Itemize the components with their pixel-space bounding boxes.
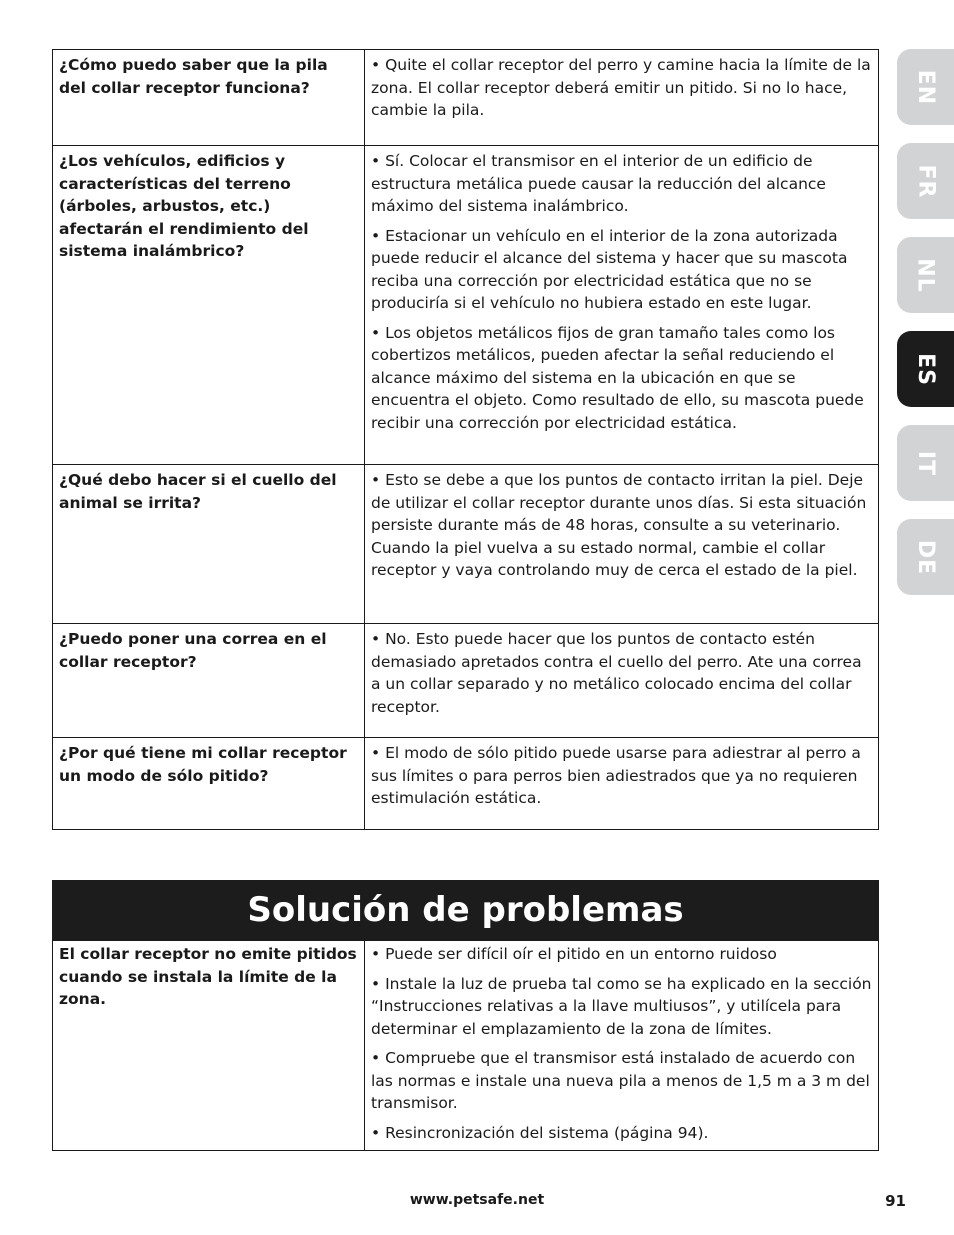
question-cell: ¿Los vehículos, edificios y características del terreno (árboles, arbustos, etc.) afectarán el rendimiento del sistema inalámbrico? — [53, 146, 365, 465]
answer-text: • Quite el collar receptor del perro y camine hacia la límite de la zona. El collar receptor deberá emitir un pitido. Si no lo hace, cambie la pila. — [371, 56, 871, 119]
table-row — [53, 50, 879, 146]
question-cell: ¿Por qué tiene mi collar receptor un modo de sólo pitido? — [53, 738, 365, 830]
answer-text: • El modo de sólo pitido puede usarse para adiestrar al perro a sus límites o para perros bien adiestrados que ya no requieren estimulación estática. — [371, 744, 861, 807]
page-number: 91 — [885, 1192, 906, 1210]
solution-text: • Puede ser difícil oír el pitido en un entorno ruidoso — [371, 945, 777, 963]
answer-cell — [365, 465, 879, 624]
tab-label: NL — [913, 257, 938, 293]
table-row — [53, 624, 879, 738]
tab-label: EN — [912, 69, 938, 105]
question-cell: ¿Puedo poner una correa en el collar receptor? — [53, 624, 365, 738]
table-row — [53, 738, 879, 830]
answer-cell — [365, 146, 879, 465]
tab-label: ES — [913, 352, 938, 386]
tab-label: FR — [913, 164, 938, 198]
answer-text: • No. Esto puede hacer que los puntos de contacto estén demasiado apretados contra el cuello del perro. Ate una correa a un collar separado y no metálico colocado encima del collar receptor. — [371, 630, 862, 716]
answer-cell — [365, 50, 879, 146]
tab-nl[interactable] — [897, 237, 954, 313]
table-row — [53, 146, 879, 465]
tab-de[interactable] — [897, 519, 954, 595]
problem-cell: El collar receptor no emite pitidos cuando se instala la límite de la zona. — [53, 941, 365, 1151]
table-row — [53, 941, 879, 1151]
question-cell: ¿Cómo puedo saber que la pila del collar receptor funciona? — [53, 50, 365, 146]
answer-text: • Estacionar un vehículo en el interior de la zona autorizada puede reducir el alcance del sistema y hacer que su mascota reciba una corrección por electricidad estática que no se produciría si el vehículo no hubiera estado en este lugar. — [371, 226, 848, 312]
tab-label: IT — [912, 450, 938, 476]
troubleshooting-title: Solución de problemas — [52, 880, 879, 940]
answer-text: • Esto se debe a que los puntos de contacto irritan la piel. Deje de utilizar el collar receptor durante unos días. Si esta situación persiste durante más de 48 horas, consulte a su veterinario. Cuando la piel vuelva a su estado normal, cambie el collar receptor y vaya controlando muy de cerca el estado de la piel. — [371, 471, 867, 579]
solution-text: • Resincronización del sistema (página 94). — [371, 1123, 709, 1142]
answer-text: • Sí. Colocar el transmisor en el interior de un edificio de estructura metálica puede causar la reducción del alcance máximo del sistema inalámbrico. — [371, 152, 826, 215]
tab-fr[interactable] — [897, 143, 954, 219]
tab-en[interactable] — [897, 49, 954, 125]
troubleshooting-table — [52, 940, 879, 1151]
solution-cell — [365, 941, 879, 1151]
footer-url[interactable]: www.petsafe.net — [409, 1192, 545, 1208]
answer-cell — [365, 738, 879, 830]
table-row — [53, 465, 879, 624]
answer-cell — [365, 624, 879, 738]
tab-label: DE — [912, 539, 938, 575]
question-cell: ¿Qué debo hacer si el cuello del animal se irrita? — [53, 465, 365, 624]
answer-text: • Los objetos metálicos fijos de gran tamaño tales como los cobertizos metálicos, pueden afectar la señal reduciendo el alcance máximo del sistema en la ubicación en que se encuentra el objeto. Como resultado de ello, su mascota puede recibir una corrección por electricidad estática. — [371, 323, 864, 432]
faq-table — [52, 49, 879, 830]
solution-text: • Instale la luz de prueba tal como se ha explicado en la sección “Instrucciones relativas a la llave multiusos”, y utilícela para determinar el emplazamiento de la zona de límites. — [371, 974, 872, 1038]
tab-it[interactable] — [897, 425, 954, 501]
troubleshooting-section — [52, 880, 879, 1151]
tab-es[interactable] — [897, 331, 954, 407]
solution-text: • Compruebe que el transmisor está instalado de acuerdo con las normas e instale una nueva pila a menos de 1,5 m a 3 m del transmisor. — [371, 1049, 870, 1112]
